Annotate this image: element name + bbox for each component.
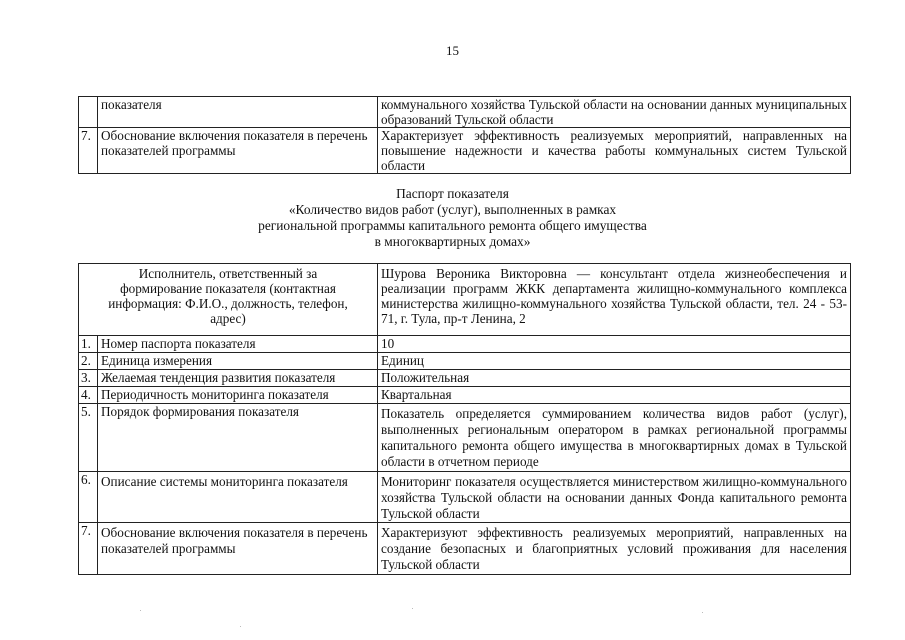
table-row xyxy=(79,404,851,472)
executor-value: Шурова Вероника Викторовна — консультант отдела жизнеобеспечения и реализации программ ЖКК департамента жилищно-коммунального комплекса министерства жилищно-коммунального хозяйства Тульской области, тел. 24 - 53-71, г. Тула, пр-т Ленина, 2 xyxy=(378,264,851,336)
indicator-passport-table-continued xyxy=(78,96,851,174)
scan-artifact xyxy=(240,626,241,627)
table-row xyxy=(79,353,851,370)
scan-artifact xyxy=(140,610,141,611)
indicator-passport-table xyxy=(78,263,851,575)
table-row xyxy=(79,523,851,575)
row-value: Характеризуют эффективность реализуемых мероприятий, направленных на создание безопасных и благоприятных условий проживания для населения Тульской области xyxy=(378,523,851,575)
table-row xyxy=(79,472,851,523)
row-value: Характеризует эффективность реализуемых мероприятий, направленных на повышение надежности и качества работы коммунальных систем Тульской области xyxy=(378,128,851,174)
row-number: 5. xyxy=(79,404,98,472)
row-value: Показатель определяется суммированием количества видов работ (услуг), выполненных региональным оператором в рамках региональной программы капитального ремонта общего имущества в многоквартирных домах в Тульской области в отчетном периоде xyxy=(378,404,851,472)
passport-heading xyxy=(0,186,905,250)
row-label: Описание системы мониторинга показателя xyxy=(98,472,378,523)
row-number: 3. xyxy=(79,370,98,387)
row-label: Обоснование включения показателя в перечень показателей программы xyxy=(98,523,378,575)
row-number: 7. xyxy=(79,523,98,575)
heading-line: Паспорт показателя xyxy=(396,186,509,201)
row-label: Единица измерения xyxy=(98,353,378,370)
row-label: Порядок формирования показателя xyxy=(98,404,378,472)
heading-line: в многоквартирных домах» xyxy=(374,234,531,249)
row-value: коммунального хозяйства Тульской области на основании данных муниципальных образований Тульской области xyxy=(378,97,851,128)
row-label: Обоснование включения показателя в перечень показателей программы xyxy=(98,128,378,174)
row-number: 2. xyxy=(79,353,98,370)
executor-row xyxy=(79,264,851,336)
executor-label: Исполнитель, ответственный за формирование показателя (контактная информация: Ф.И.О., должность, телефон, адрес) xyxy=(79,264,378,336)
row-label: показателя xyxy=(98,97,378,128)
row-value: Положительная xyxy=(378,370,851,387)
page-number: 15 xyxy=(446,43,459,58)
heading-line: региональной программы капитального ремонта общего имущества xyxy=(258,218,647,233)
row-value: Квартальная xyxy=(378,387,851,404)
scan-artifact xyxy=(702,612,703,613)
row-label: Периодичность мониторинга показателя xyxy=(98,387,378,404)
table-row xyxy=(79,336,851,353)
table-row xyxy=(79,387,851,404)
row-number: 6. xyxy=(79,472,98,523)
table-row xyxy=(79,128,851,174)
row-number: 4. xyxy=(79,387,98,404)
table-row xyxy=(79,97,851,128)
row-label: Желаемая тенденция развития показателя xyxy=(98,370,378,387)
row-number xyxy=(79,97,98,128)
row-value: 10 xyxy=(378,336,851,353)
table-row xyxy=(79,370,851,387)
row-number: 1. xyxy=(79,336,98,353)
heading-line: «Количество видов работ (услуг), выполненных в рамках xyxy=(288,202,617,217)
scan-artifact xyxy=(412,608,413,609)
row-value: Единиц xyxy=(378,353,851,370)
row-value: Мониторинг показателя осуществляется министерством жилищно-коммунального хозяйства Тульской области на основании данных Фонда капитального ремонта Тульской области xyxy=(378,472,851,523)
row-number: 7. xyxy=(79,128,98,174)
row-label: Номер паспорта показателя xyxy=(98,336,378,353)
